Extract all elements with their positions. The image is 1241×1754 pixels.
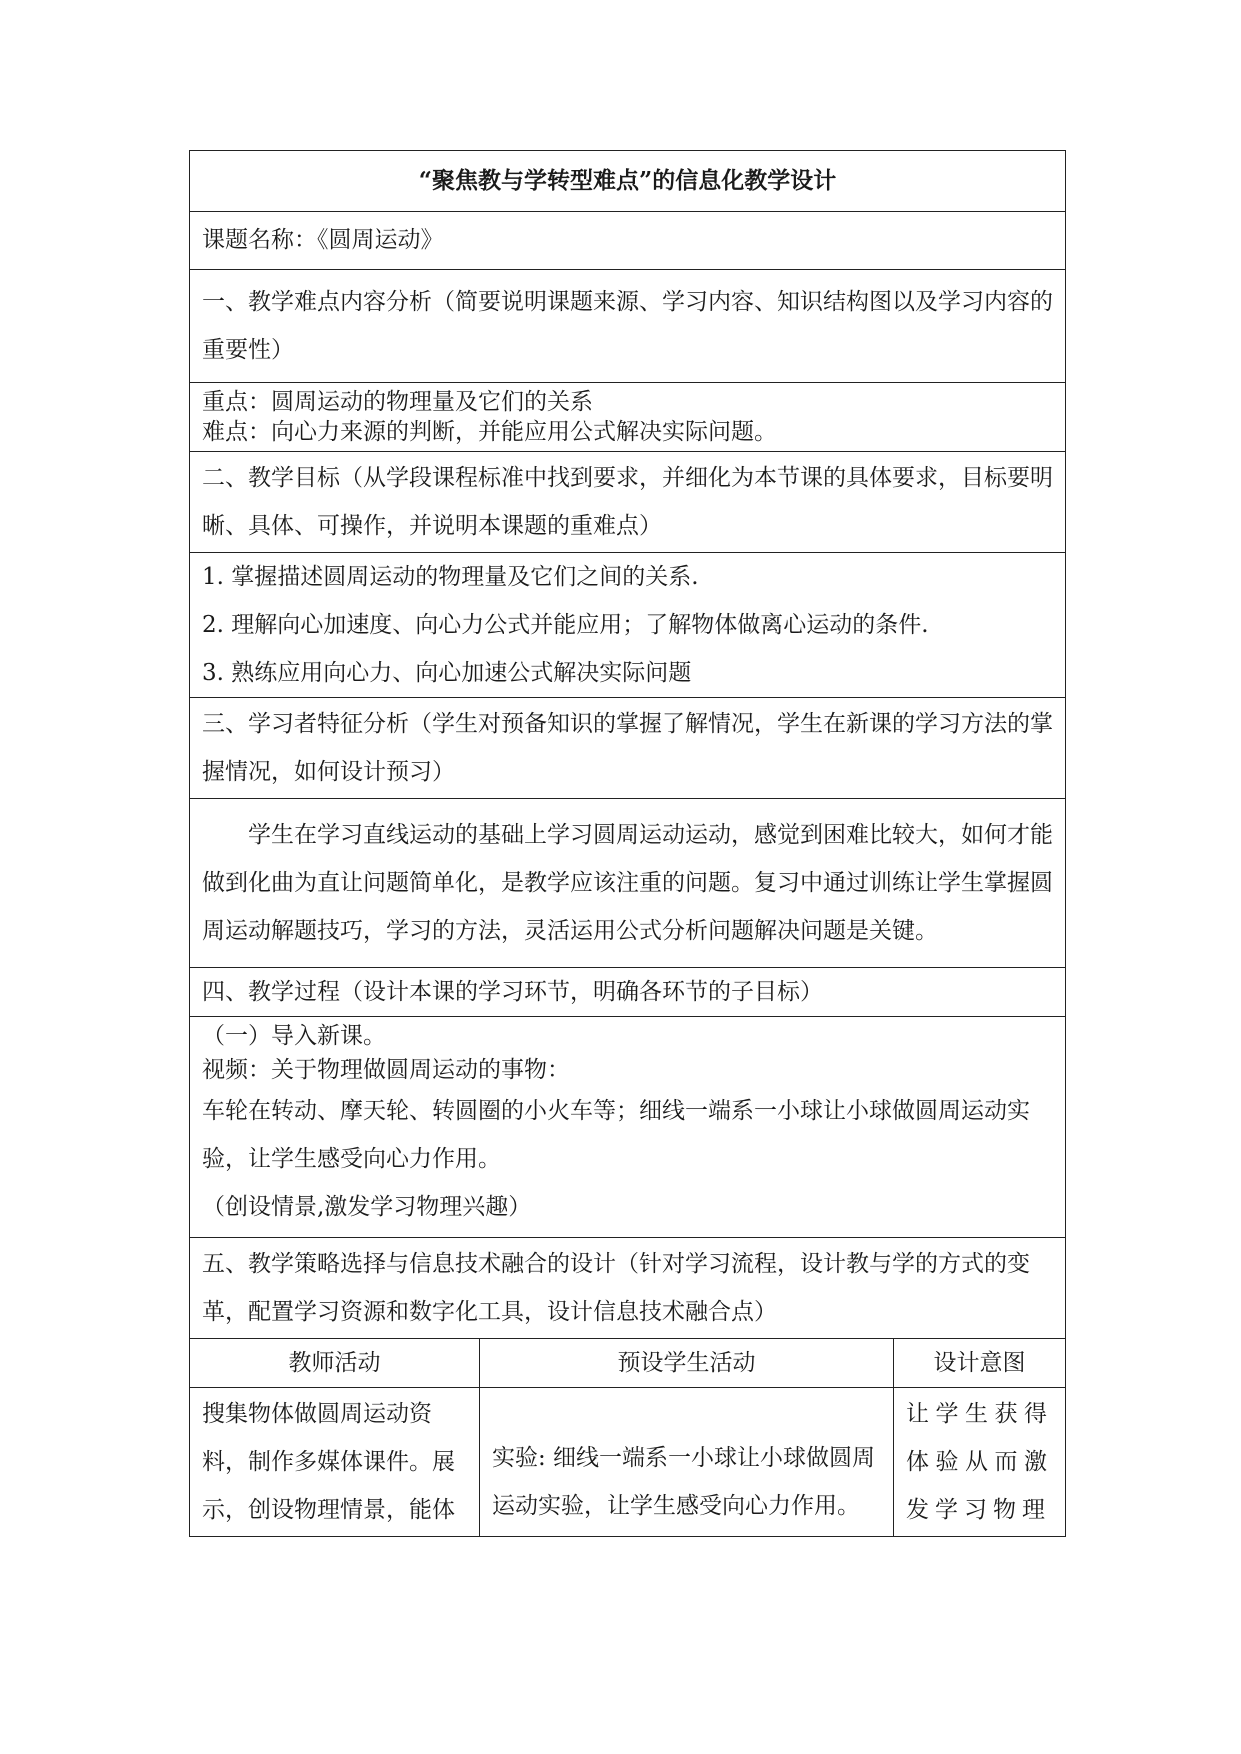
strategy-row <box>190 1388 1066 1537</box>
course-name: 课题名称：《圆周运动》 <box>190 212 1066 270</box>
column-header-teacher: 教师活动 <box>190 1339 480 1388</box>
step-content: 车轮在转动、摩天轮、转圆圈的小火车等；细线一端系一小球让小球做圆周运动实验，让学生感受向心力作用。 <box>202 1098 1030 1172</box>
design-intent: 让学生获得体验从而激发学习物理 <box>894 1388 1066 1537</box>
lesson-plan-table <box>189 150 1066 1537</box>
student-activity: 实验: 细线一端系一小球让小球做圆周运动实验，让学生感受向心力作用。 <box>480 1388 894 1537</box>
section3-heading-row <box>190 698 1066 799</box>
course-name-row <box>190 212 1066 270</box>
title-row <box>190 151 1066 212</box>
section4-body <box>190 1017 1066 1238</box>
section3-heading: 三、学习者特征分析（学生对预备知识的掌握了解情况，学生在新课的学习方法的掌握情况，如何设计预习） <box>190 698 1066 799</box>
section2-heading: 二、教学目标（从学段课程标准中找到要求，并细化为本节课的具体要求，目标要明晰、具体、可操作，并说明本课题的重难点） <box>190 452 1066 553</box>
difficult-point: 难点：向心力来源的判断，并能应用公式解决实际问题。 <box>202 419 777 445</box>
section2-heading-row <box>190 452 1066 553</box>
section3-body-row <box>190 799 1066 968</box>
section4-heading: 四、教学过程（设计本课的学习环节，明确各环节的子目标） <box>190 968 1066 1017</box>
section5-heading: 五、教学策略选择与信息技术融合的设计（针对学习流程，设计教与学的方式的变革，配置学习资源和数字化工具，设计信息技术融合点） <box>190 1238 1066 1339</box>
section5-heading-row <box>190 1238 1066 1339</box>
goal-item: 1. 掌握描述圆周运动的物理量及它们之间的关系. <box>202 564 699 590</box>
goal-item: 3. 熟练应用向心力、向心加速公式解决实际问题 <box>202 660 692 686</box>
strategy-header-row <box>190 1339 1066 1388</box>
key-point: 重点：圆周运动的物理量及它们的关系 <box>202 389 593 415</box>
section3-body: 学生在学习直线运动的基础上学习圆周运动运动，感觉到困难比较大，如何才能做到化曲为直让问题简单化，是教学应该注重的问题。复习中通过训练让学生掌握圆周运动解题技巧，学习的方法，灵活运用公式分析问题解决问题是关键。 <box>202 822 1053 944</box>
section1-body-row <box>190 383 1066 452</box>
section4-heading-row <box>190 968 1066 1017</box>
section1-body <box>190 383 1066 452</box>
step-note: （创设情景,激发学习物理兴趣） <box>202 1194 532 1220</box>
goal-item: 2. 理解向心加速度、向心力公式并能应用；了解物体做离心运动的条件. <box>202 612 929 638</box>
section3-body-cell <box>190 799 1066 968</box>
document-title: “聚焦教与学转型难点”的信息化教学设计 <box>190 151 1066 212</box>
teacher-activity: 搜集物体做圆周运动资料，制作多媒体课件。展示，创设物理情景，能体 <box>190 1388 480 1537</box>
column-header-intent: 设计意图 <box>894 1339 1066 1388</box>
column-header-student: 预设学生活动 <box>480 1339 894 1388</box>
document-page <box>189 150 1065 1537</box>
section1-heading-row <box>190 270 1066 383</box>
step-title: （一）导入新课。 <box>202 1023 386 1049</box>
section2-goals <box>190 553 1066 698</box>
video-line: 视频：关于物理做圆周运动的事物： <box>202 1057 570 1083</box>
section4-body-row <box>190 1017 1066 1238</box>
section1-heading: 一、教学难点内容分析（简要说明课题来源、学习内容、知识结构图以及学习内容的重要性） <box>190 270 1066 383</box>
section2-body-row <box>190 553 1066 698</box>
